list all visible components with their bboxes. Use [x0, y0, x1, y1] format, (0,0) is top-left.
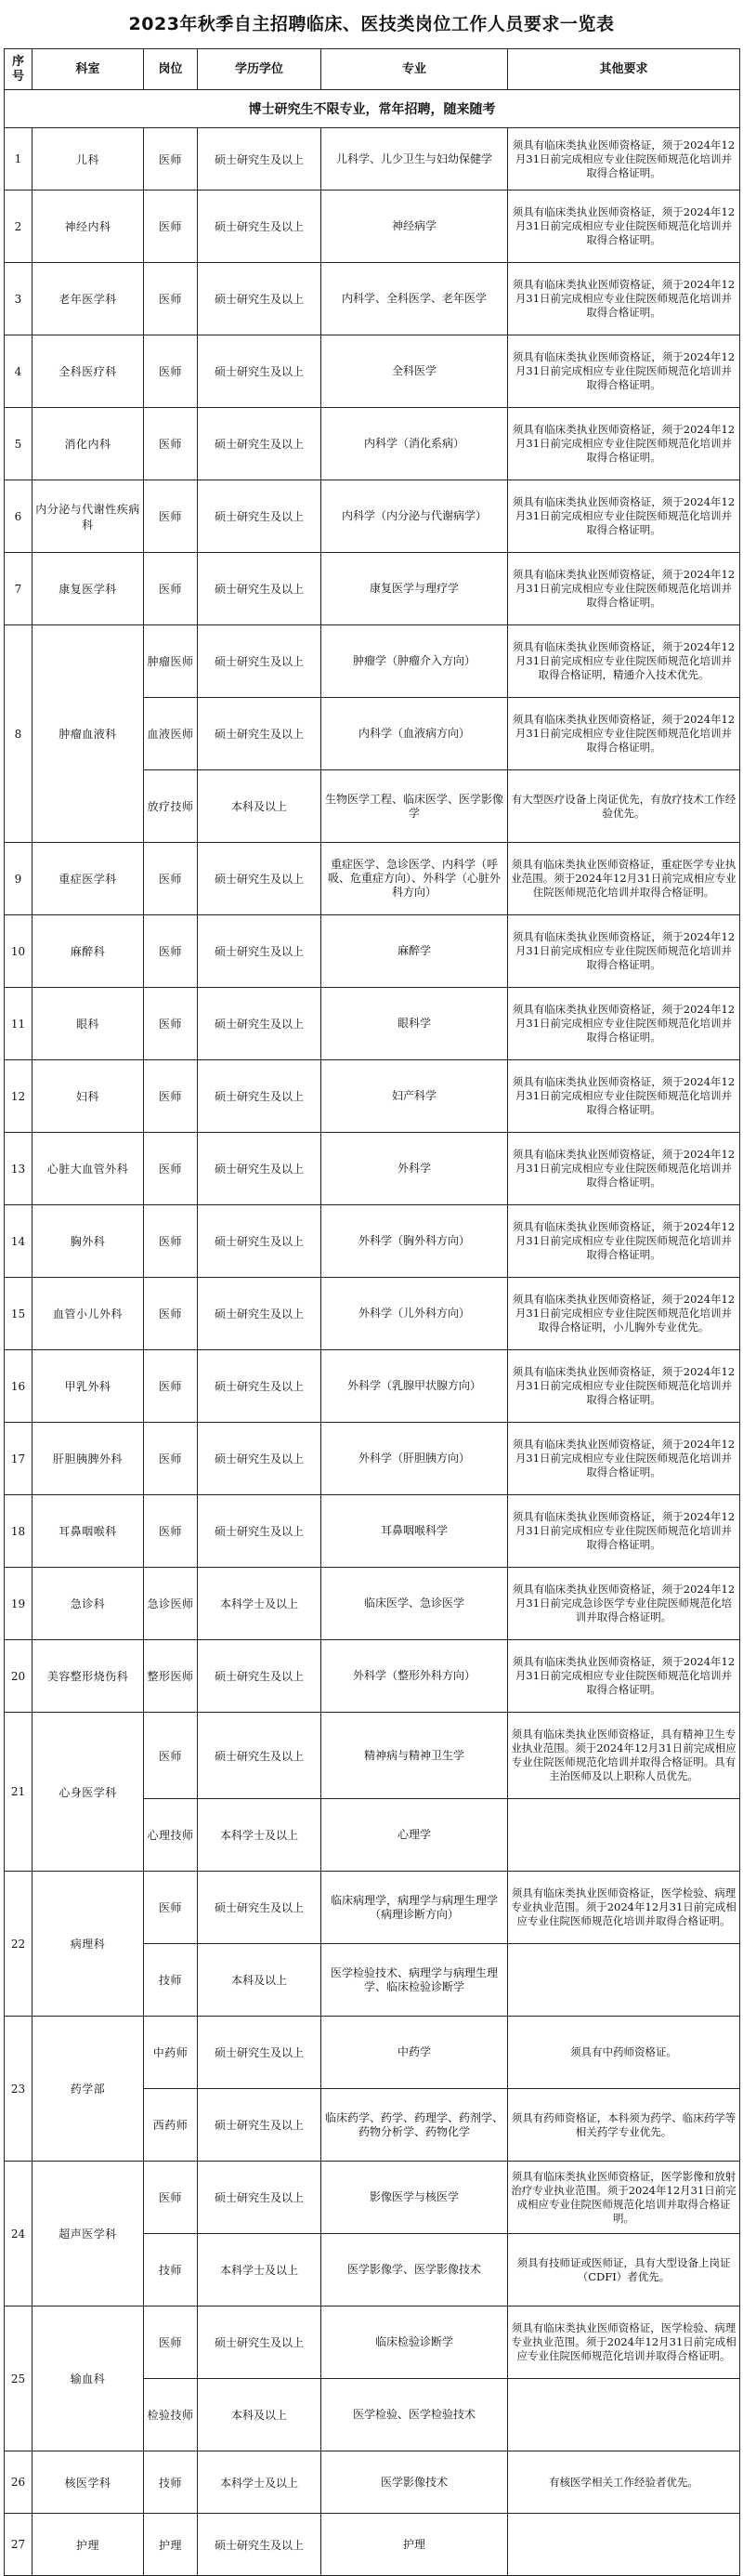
major-requirement: 影像医学与核医学	[321, 2162, 508, 2234]
education-requirement: 硕士研究生及以上	[198, 1713, 321, 1799]
position-name: 医师	[144, 1133, 198, 1205]
major-requirement: 医学影像学、医学影像技术	[321, 2234, 508, 2307]
position-name: 医师	[144, 1205, 198, 1278]
position-name: 医师	[144, 128, 198, 191]
table-row	[5, 1423, 740, 1495]
education-requirement: 硕士研究生及以上	[198, 1350, 321, 1423]
education-requirement: 硕士研究生及以上	[198, 2514, 321, 2576]
other-requirements	[508, 2514, 740, 2576]
other-requirements: 须具有临床类执业医师资格证，须于2024年12月31日前完成急诊医学专业住院医师规范化培训并取得合格证明。	[508, 1568, 740, 1640]
position-name: 技师	[144, 2234, 198, 2307]
department-name: 药学部	[33, 2017, 144, 2162]
table-header-row	[5, 49, 740, 90]
major-requirement: 儿科学、儿少卫生与妇幼保健学	[321, 128, 508, 191]
row-number: 26	[5, 2451, 33, 2514]
education-requirement: 本科及以上	[198, 2379, 321, 2451]
major-requirement: 心理学	[321, 1799, 508, 1872]
notice-text: 博士研究生不限专业，常年招聘，随来随考	[5, 90, 740, 128]
other-requirements: 须具有临床类执业医师资格证，重症医学专业执业范围。须于2024年12月31日前完成相应专业住院医师规范化培训并取得合格证明。	[508, 843, 740, 915]
major-requirement: 中药学	[321, 2017, 508, 2089]
education-requirement: 本科学士及以上	[198, 2234, 321, 2307]
table-row	[5, 1872, 740, 1944]
education-requirement: 硕士研究生及以上	[198, 1423, 321, 1495]
header-edu: 学历学位	[198, 49, 321, 90]
education-requirement: 本科及以上	[198, 1944, 321, 2017]
row-number: 25	[5, 2307, 33, 2451]
row-number: 27	[5, 2514, 33, 2576]
major-requirement: 护理	[321, 2514, 508, 2576]
table-row	[5, 625, 740, 698]
department-name: 核医学科	[33, 2451, 144, 2514]
education-requirement: 硕士研究生及以上	[198, 1872, 321, 1944]
major-requirement: 神经病学	[321, 191, 508, 263]
row-number: 22	[5, 1872, 33, 2017]
other-requirements: 须具有临床类执业医师资格证，须于2024年12月31日前完成相应专业住院医师规范化培训并取得合格证明。	[508, 915, 740, 988]
education-requirement: 本科学士及以上	[198, 1568, 321, 1640]
department-name: 妇科	[33, 1060, 144, 1133]
other-requirements: 须具有临床类执业医师资格证，医学检验、病理专业执业范围。须于2024年12月31日前完成相应专业住院医师规范化培训并取得合格证明。	[508, 1872, 740, 1944]
row-number: 16	[5, 1350, 33, 1423]
education-requirement: 硕士研究生及以上	[198, 1060, 321, 1133]
major-requirement: 眼科学	[321, 988, 508, 1060]
major-requirement: 临床药学、药学、药理学、药剂学、药物分析学、药物化学	[321, 2089, 508, 2162]
other-requirements: 须具有临床类执业医师资格证，须于2024年12月31日前完成相应专业住院医师规范化培训并取得合格证明。	[508, 480, 740, 553]
department-name: 消化内科	[33, 408, 144, 480]
other-requirements	[508, 1799, 740, 1872]
position-name: 肿瘤医师	[144, 625, 198, 698]
row-number: 13	[5, 1133, 33, 1205]
position-name: 医师	[144, 2162, 198, 2234]
department-name: 麻醉科	[33, 915, 144, 988]
other-requirements: 须具有临床类执业医师资格证，须于2024年12月31日前完成相应专业住院医师规范化培训并取得合格证明。	[508, 408, 740, 480]
department-name: 输血科	[33, 2307, 144, 2451]
row-number: 3	[5, 263, 33, 335]
position-name: 护理	[144, 2514, 198, 2576]
other-requirements: 须具有临床类执业医师资格证，须于2024年12月31日前完成相应专业住院医师规范化培训并取得合格证明。	[508, 128, 740, 191]
education-requirement: 硕士研究生及以上	[198, 2162, 321, 2234]
table-row	[5, 408, 740, 480]
education-requirement: 本科及以上	[198, 770, 321, 843]
position-name: 检验技师	[144, 2379, 198, 2451]
education-requirement: 硕士研究生及以上	[198, 408, 321, 480]
position-name: 心理技师	[144, 1799, 198, 1872]
position-name: 血液医师	[144, 698, 198, 770]
department-name: 超声医学科	[33, 2162, 144, 2307]
table-row	[5, 2307, 740, 2379]
major-requirement: 医学检验、医学检验技术	[321, 2379, 508, 2451]
position-name: 医师	[144, 988, 198, 1060]
table-row	[5, 480, 740, 553]
table-row	[5, 2451, 740, 2514]
position-name: 医师	[144, 191, 198, 263]
education-requirement: 硕士研究生及以上	[198, 263, 321, 335]
major-requirement: 外科学（乳腺甲状腺方向）	[321, 1350, 508, 1423]
table-row	[5, 335, 740, 408]
other-requirements: 须具有临床类执业医师资格证，须于2024年12月31日前完成相应专业住院医师规范化培训并取得合格证明。	[508, 335, 740, 408]
table-row	[5, 988, 740, 1060]
education-requirement: 硕士研究生及以上	[198, 843, 321, 915]
education-requirement: 硕士研究生及以上	[198, 128, 321, 191]
position-name: 医师	[144, 1060, 198, 1133]
row-number: 11	[5, 988, 33, 1060]
table-row	[5, 1495, 740, 1568]
other-requirements: 须具有临床类执业医师资格证，医学检验、病理专业执业范围。须于2024年12月31日前完成相应专业住院医师规范化培训并取得合格证明。	[508, 2307, 740, 2379]
other-requirements: 须具有临床类执业医师资格证，须于2024年12月31日前完成相应专业住院医师规范化培训并取得合格证明。	[508, 1350, 740, 1423]
other-requirements	[508, 1944, 740, 2017]
other-requirements: 须具有临床类执业医师资格证，须于2024年12月31日前完成相应专业住院医师规范化培训并取得合格证明。	[508, 1060, 740, 1133]
position-name: 医师	[144, 2307, 198, 2379]
major-requirement: 临床检验诊断学	[321, 2307, 508, 2379]
position-name: 技师	[144, 1944, 198, 2017]
row-number: 18	[5, 1495, 33, 1568]
position-name: 医师	[144, 335, 198, 408]
table-row	[5, 1713, 740, 1799]
major-requirement: 医学影像技术	[321, 2451, 508, 2514]
other-requirements: 须具有临床类执业医师资格证，须于2024年12月31日前完成相应专业住院医师规范化培训并取得合格证明。	[508, 553, 740, 625]
row-number: 19	[5, 1568, 33, 1640]
header-major: 专业	[321, 49, 508, 90]
other-requirements: 须具有临床类执业医师资格证，须于2024年12月31日前完成相应专业住院医师规范化培训并取得合格证明，精通介入技术优先。	[508, 625, 740, 698]
department-name: 美容整形烧伤科	[33, 1640, 144, 1713]
other-requirements: 须具有临床类执业医师资格证，须于2024年12月31日前完成相应专业住院医师规范化培训并取得合格证明。	[508, 1640, 740, 1713]
table-row	[5, 1568, 740, 1640]
other-requirements: 须具有技师证或医师证，具有大型设备上岗证（CDFI）者优先。	[508, 2234, 740, 2307]
position-name: 医师	[144, 843, 198, 915]
table-row	[5, 843, 740, 915]
department-name: 胸外科	[33, 1205, 144, 1278]
education-requirement: 硕士研究生及以上	[198, 1495, 321, 1568]
department-name: 儿科	[33, 128, 144, 191]
row-number: 21	[5, 1713, 33, 1872]
education-requirement: 硕士研究生及以上	[198, 1133, 321, 1205]
table-row	[5, 1278, 740, 1350]
notice-row	[5, 90, 740, 128]
other-requirements: 须具有临床类执业医师资格证，医学影像和放射治疗专业执业范围。须于2024年12月31日前完成相应专业住院医师规范化培训并取得合格证明。	[508, 2162, 740, 2234]
position-name: 医师	[144, 480, 198, 553]
major-requirement: 生物医学工程、临床医学、医学影像学	[321, 770, 508, 843]
table-row	[5, 553, 740, 625]
position-name: 医师	[144, 915, 198, 988]
major-requirement: 内科学（内分泌与代谢病学）	[321, 480, 508, 553]
education-requirement: 硕士研究生及以上	[198, 915, 321, 988]
position-name: 整形医师	[144, 1640, 198, 1713]
row-number: 7	[5, 553, 33, 625]
education-requirement: 硕士研究生及以上	[198, 2307, 321, 2379]
other-requirements: 须具有中药师资格证。	[508, 2017, 740, 2089]
education-requirement: 硕士研究生及以上	[198, 698, 321, 770]
major-requirement: 重症医学、急诊医学、内科学（呼吸、危重症方向）、外科学（心脏外科方向）	[321, 843, 508, 915]
department-name: 全科医疗科	[33, 335, 144, 408]
position-name: 医师	[144, 263, 198, 335]
major-requirement: 外科学（胸外科方向）	[321, 1205, 508, 1278]
row-number: 1	[5, 128, 33, 191]
recruitment-table	[4, 48, 740, 2576]
department-name: 甲乳外科	[33, 1350, 144, 1423]
position-name: 医师	[144, 1872, 198, 1944]
major-requirement: 临床医学、急诊医学	[321, 1568, 508, 1640]
row-number: 9	[5, 843, 33, 915]
header-req: 其他要求	[508, 49, 740, 90]
major-requirement: 内科学（消化系病）	[321, 408, 508, 480]
row-number: 23	[5, 2017, 33, 2162]
other-requirements: 有大型医疗设备上岗证优先，有放疗技术工作经验优先。	[508, 770, 740, 843]
other-requirements: 须具有临床类执业医师资格证，须于2024年12月31日前完成相应专业住院医师规范化培训并取得合格证明，小儿胸外专业优先。	[508, 1278, 740, 1350]
major-requirement: 精神病与精神卫生学	[321, 1713, 508, 1799]
education-requirement: 硕士研究生及以上	[198, 335, 321, 408]
education-requirement: 硕士研究生及以上	[198, 191, 321, 263]
department-name: 肝胆胰脾外科	[33, 1423, 144, 1495]
position-name: 放疗技师	[144, 770, 198, 843]
table-row	[5, 2162, 740, 2234]
row-number: 15	[5, 1278, 33, 1350]
row-number: 2	[5, 191, 33, 263]
position-name: 急诊医师	[144, 1568, 198, 1640]
major-requirement: 外科学（肝胆胰方向）	[321, 1423, 508, 1495]
row-number: 20	[5, 1640, 33, 1713]
education-requirement: 硕士研究生及以上	[198, 480, 321, 553]
row-number: 24	[5, 2162, 33, 2307]
other-requirements: 须具有临床类执业医师资格证，须于2024年12月31日前完成相应专业住院医师规范化培训并取得合格证明。	[508, 1495, 740, 1568]
table-row	[5, 191, 740, 263]
row-number: 6	[5, 480, 33, 553]
other-requirements: 须具有临床类执业医师资格证，须于2024年12月31日前完成相应专业住院医师规范化培训并取得合格证明。	[508, 1423, 740, 1495]
education-requirement: 硕士研究生及以上	[198, 2089, 321, 2162]
header-dept: 科室	[33, 49, 144, 90]
row-number: 17	[5, 1423, 33, 1495]
major-requirement: 妇产科学	[321, 1060, 508, 1133]
major-requirement: 康复医学与理疗学	[321, 553, 508, 625]
department-name: 护理	[33, 2514, 144, 2576]
department-name: 急诊科	[33, 1568, 144, 1640]
other-requirements: 须具有临床类执业医师资格证，须于2024年12月31日前完成相应专业住院医师规范化培训并取得合格证明。	[508, 191, 740, 263]
table-row	[5, 1350, 740, 1423]
department-name: 病理科	[33, 1872, 144, 2017]
table-row	[5, 263, 740, 335]
position-name: 医师	[144, 1350, 198, 1423]
education-requirement: 硕士研究生及以上	[198, 553, 321, 625]
education-requirement: 本科学士及以上	[198, 1799, 321, 1872]
major-requirement: 外科学（整形外科方向）	[321, 1640, 508, 1713]
department-name: 内分泌与代谢性疾病科	[33, 480, 144, 553]
education-requirement: 硕士研究生及以上	[198, 2017, 321, 2089]
major-requirement: 肿瘤学（肿瘤介入方向）	[321, 625, 508, 698]
major-requirement: 全科医学	[321, 335, 508, 408]
position-name: 医师	[144, 1423, 198, 1495]
education-requirement: 硕士研究生及以上	[198, 625, 321, 698]
education-requirement: 硕士研究生及以上	[198, 988, 321, 1060]
position-name: 医师	[144, 1278, 198, 1350]
education-requirement: 本科学士及以上	[198, 2451, 321, 2514]
page-title: 2023年秋季自主招聘临床、医技类岗位工作人员要求一览表	[128, 14, 615, 34]
position-name: 中药师	[144, 2017, 198, 2089]
other-requirements: 须具有临床类执业医师资格证，须于2024年12月31日前完成相应专业住院医师规范化培训并取得合格证明。	[508, 263, 740, 335]
row-number: 5	[5, 408, 33, 480]
department-name: 心身医学科	[33, 1713, 144, 1872]
position-name: 医师	[144, 1713, 198, 1799]
major-requirement: 麻醉学	[321, 915, 508, 988]
position-name: 西药师	[144, 2089, 198, 2162]
education-requirement: 硕士研究生及以上	[198, 1205, 321, 1278]
table-row	[5, 1060, 740, 1133]
major-requirement: 耳鼻咽喉科学	[321, 1495, 508, 1568]
other-requirements: 须具有药师资格证，本科须为药学、临床药学等相关药学专业优先。	[508, 2089, 740, 2162]
other-requirements: 须具有临床类执业医师资格证，具有精神卫生专业执业范围。须于2024年12月31日前完成相应专业住院医师规范化培训并取得合格证明。具有主治医师及以上职称人员优先。	[508, 1713, 740, 1799]
row-number: 8	[5, 625, 33, 843]
major-requirement: 内科学、全科医学、老年医学	[321, 263, 508, 335]
major-requirement: 内科学（血液病方向）	[321, 698, 508, 770]
table-row	[5, 2514, 740, 2576]
header-no: 序 号	[5, 49, 33, 90]
major-requirement: 医学检验技术、病理学与病理生理学、临床检验诊断学	[321, 1944, 508, 2017]
major-requirement: 外科学（儿外科方向）	[321, 1278, 508, 1350]
major-requirement: 临床病理学，病理学与病理生理学（病理诊断方向）	[321, 1872, 508, 1944]
department-name: 神经内科	[33, 191, 144, 263]
table-row	[5, 1640, 740, 1713]
row-number: 12	[5, 1060, 33, 1133]
position-name: 医师	[144, 553, 198, 625]
department-name: 肿瘤血液科	[33, 625, 144, 843]
row-number: 14	[5, 1205, 33, 1278]
header-post: 岗位	[144, 49, 198, 90]
education-requirement: 硕士研究生及以上	[198, 1278, 321, 1350]
other-requirements	[508, 2379, 740, 2451]
department-name: 心脏大血管外科	[33, 1133, 144, 1205]
department-name: 眼科	[33, 988, 144, 1060]
other-requirements: 须具有临床类执业医师资格证，须于2024年12月31日前完成相应专业住院医师规范化培训并取得合格证明。	[508, 1205, 740, 1278]
department-name: 康复医学科	[33, 553, 144, 625]
table-row	[5, 915, 740, 988]
education-requirement: 硕士研究生及以上	[198, 1640, 321, 1713]
other-requirements: 须具有临床类执业医师资格证，须于2024年12月31日前完成相应专业住院医师规范化培训并取得合格证明。	[508, 698, 740, 770]
department-name: 血管小儿外科	[33, 1278, 144, 1350]
table-row	[5, 1205, 740, 1278]
other-requirements: 须具有临床类执业医师资格证，须于2024年12月31日前完成相应专业住院医师规范化培训并取得合格证明。	[508, 1133, 740, 1205]
department-name: 老年医学科	[33, 263, 144, 335]
table-row	[5, 1133, 740, 1205]
position-name: 技师	[144, 2451, 198, 2514]
department-name: 耳鼻咽喉科	[33, 1495, 144, 1568]
other-requirements: 须具有临床类执业医师资格证，须于2024年12月31日前完成相应专业住院医师规范化培训并取得合格证明。	[508, 988, 740, 1060]
department-name: 重症医学科	[33, 843, 144, 915]
major-requirement: 外科学	[321, 1133, 508, 1205]
row-number: 4	[5, 335, 33, 408]
row-number: 10	[5, 915, 33, 988]
table-row	[5, 128, 740, 191]
table-row	[5, 2017, 740, 2089]
other-requirements: 有核医学相关工作经验者优先。	[508, 2451, 740, 2514]
position-name: 医师	[144, 408, 198, 480]
position-name: 医师	[144, 1495, 198, 1568]
